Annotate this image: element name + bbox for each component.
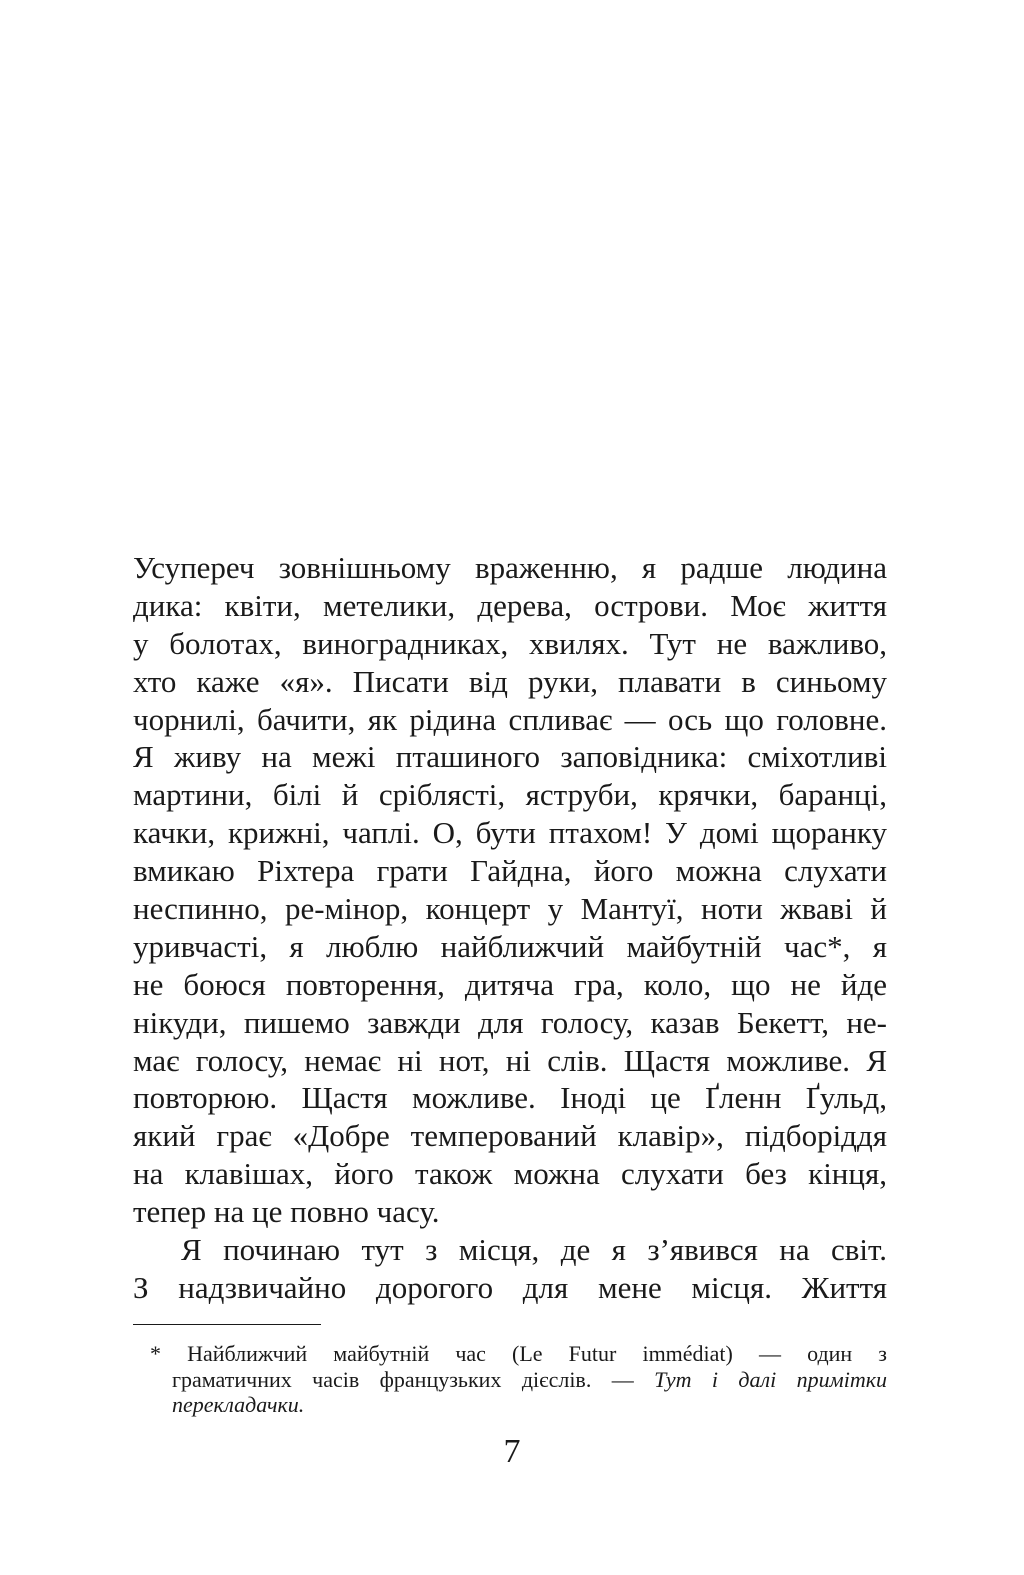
text-line: має голосу, немає ні нот, ні слів. Щастя можливе. Я: [133, 1042, 887, 1078]
footnote-italic-text: Тут і далі примітки: [654, 1366, 887, 1392]
text-line: нікуди, пишемо завжди для голосу, казав Бекетт, не-: [133, 1004, 887, 1040]
text-line: неспинно, ре-мінор, концерт у Мантуї, ноти жваві й: [133, 891, 887, 927]
footnote-divider: [133, 1324, 321, 1325]
text-line: на клавішах, його також можна слухати без кінця,: [133, 1156, 887, 1192]
text-line: вмикаю Ріхтера грати Гайдна, його можна слухати: [133, 853, 887, 889]
text-line: повторюю. Щастя можливе. Іноді це Ґленн Ґульд,: [133, 1080, 887, 1116]
text-line: Я починаю тут з місця, де я з’явився на світ.: [181, 1232, 887, 1268]
footnote-line: * Найближчий майбутній час (Le Futur immédiat) — один з: [150, 1341, 887, 1366]
text-line: Усупереч зовнішньому враженню, я радше людина: [133, 550, 887, 585]
footnote-line: [150, 1392, 887, 1418]
text-line: З надзвичайно дорогого для мене місця. Життя: [133, 1269, 887, 1305]
text-line: який грає «Добре темперований клавір», підборіддя: [133, 1118, 887, 1154]
footnote-text: граматичних часів французьких дієслів. —: [172, 1366, 655, 1392]
body-text: [133, 549, 887, 1307]
text-line: хто каже «я». Писати від руки, плавати в синьому: [133, 663, 887, 699]
text-line: у болотах, виноградниках, хвилях. Тут не важливо,: [133, 625, 887, 661]
text-line: мартини, білі й сріблясті, яструби, крячки, баранці,: [133, 777, 887, 813]
text-line: тепер на це повно часу.: [133, 1194, 440, 1230]
page-number: 7: [503, 1433, 521, 1470]
text-line: дика: квіти, метелики, дерева, острови. Моє життя: [133, 587, 887, 623]
footnote-line: [150, 1367, 887, 1393]
text-line: Я живу на межі пташиного заповідника: сміхотливі: [133, 739, 887, 775]
text-line: чорнилі, бачити, як рідина спливає — ось що головне.: [133, 701, 887, 737]
footnote: [150, 1341, 887, 1418]
text-line: качки, крижні, чаплі. О, бути птахом! У домі щоранку: [133, 815, 887, 851]
footnote-italic-text: перекладачки.: [172, 1392, 305, 1417]
text-line: не боюся повторення, дитяча гра, коло, що не йде: [133, 966, 887, 1002]
text-line: уривчасті, я люблю найближчий майбутній час*, я: [133, 928, 887, 964]
